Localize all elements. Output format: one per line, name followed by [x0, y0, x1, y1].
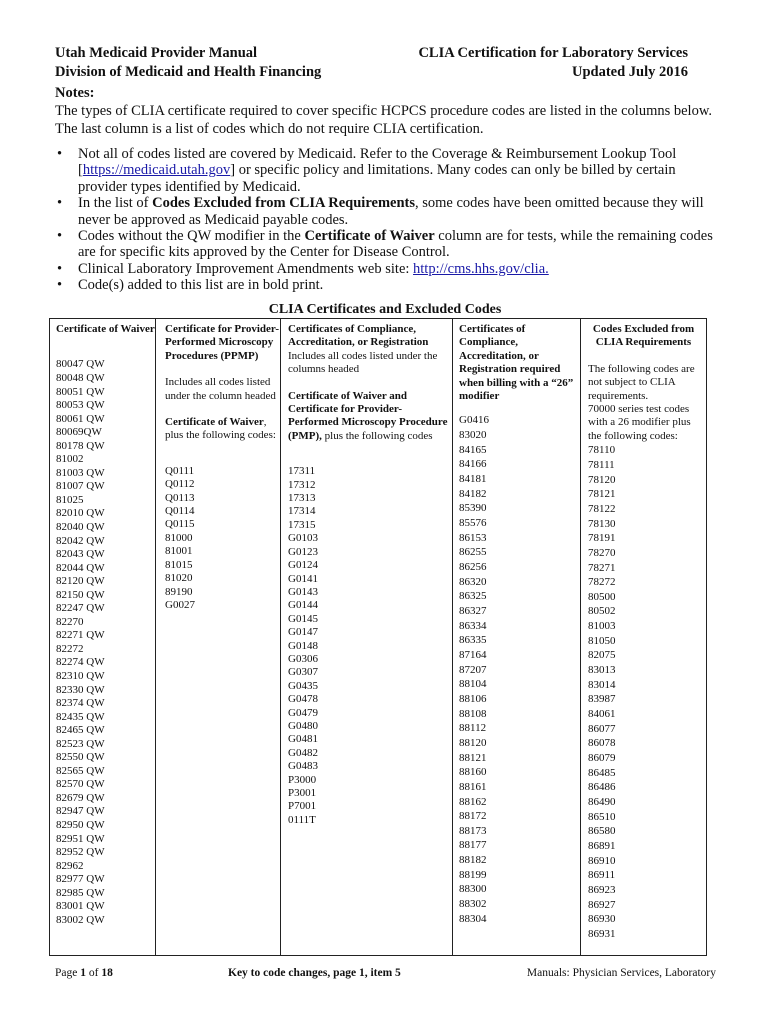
code-item: 86078 — [588, 737, 616, 750]
code-item: 83020 — [459, 429, 487, 442]
code-item: G0479 — [288, 706, 318, 719]
code-item: 86256 — [459, 561, 487, 573]
code-item: 78111 — [588, 458, 615, 471]
bullet-item: • In the list of Codes Excluded from CLIA Requirements, some codes have been omitted because they will never be approved as Medicaid payable codes. — [57, 195, 704, 228]
code-item: 88177 — [459, 839, 487, 852]
clia-codes-table — [49, 318, 707, 956]
code-item: 81002 — [56, 453, 84, 466]
code-item: G0103 — [288, 532, 318, 545]
code-item: 82523 QW — [56, 737, 105, 750]
code-item: 82952 QW — [56, 846, 105, 859]
code-item: 83002 QW — [56, 913, 105, 926]
notes-title: Notes: — [55, 85, 95, 101]
code-item: 86580 — [588, 825, 616, 838]
code-item: G0124 — [288, 559, 318, 572]
code-item: 87207 — [459, 663, 487, 676]
code-item: 84061 — [588, 708, 616, 721]
bullet-icon: • — [57, 260, 63, 277]
code-item: 80048 QW — [56, 371, 105, 384]
code-item: 82150 QW — [56, 588, 105, 601]
code-item: 86485 — [588, 766, 616, 779]
code-item: 17314 — [288, 505, 316, 518]
code-item: 88121 — [459, 751, 487, 764]
code-item: G0148 — [288, 639, 318, 652]
code-item: Q0115 — [165, 518, 195, 531]
column-note: 70000 series test codes with a 26 modifier plus the following codes: — [588, 403, 691, 442]
code-item: 82679 QW — [56, 791, 105, 804]
code-item: 82951 QW — [56, 832, 105, 845]
code-item: 86077 — [588, 722, 616, 735]
code-item: Q0112 — [165, 478, 195, 491]
code-item: 86335 — [459, 634, 487, 647]
code-item: P3000 — [288, 773, 317, 786]
code-item: G0416 — [459, 414, 489, 427]
code-item: G0435 — [288, 679, 318, 692]
code-item: 17315 — [288, 518, 316, 531]
notes-section — [55, 84, 720, 138]
code-item: 82330 QW — [56, 683, 105, 696]
page-number: Page 1 of 18 — [55, 967, 113, 979]
code-item: G0144 — [288, 599, 318, 612]
code-item: 88108 — [459, 707, 487, 720]
code-item: 80178 QW — [56, 439, 105, 452]
code-item: 86079 — [588, 752, 616, 765]
code-item: 82272 — [56, 642, 84, 655]
code-item: 84182 — [459, 487, 487, 500]
code-item: G0483 — [288, 760, 318, 773]
code-item: 82044 QW — [56, 561, 105, 574]
code-item: 86255 — [459, 546, 487, 559]
code-item: 78110 — [588, 444, 616, 457]
code-item: 83014 — [588, 678, 616, 691]
column-ppmp — [155, 319, 280, 955]
code-item: 78272 — [588, 576, 616, 589]
code-item: 86325 — [459, 590, 487, 603]
code-item: 88199 — [459, 868, 487, 881]
code-item: Q0113 — [165, 491, 195, 504]
bullet-item: • Codes without the QW modifier in the Certificate of Waiver column are for tests, while the remaining codes are for specific kits approved by the Center for Disease Control. — [57, 228, 713, 261]
code-item: 88160 — [459, 766, 487, 779]
column-note: Certificate of Waiver and Certificate for Provider-Performed Microscopy Procedure (PMP), plus the following codes — [288, 389, 448, 442]
code-item: 17313 — [288, 492, 316, 505]
code-item: G0482 — [288, 746, 318, 759]
code-item: 78122 — [588, 502, 616, 515]
code-item: 87164 — [459, 648, 487, 661]
code-item: G0027 — [165, 598, 195, 611]
code-item: 78120 — [588, 473, 616, 486]
code-item: G0478 — [288, 693, 318, 706]
code-item: 82565 QW — [56, 764, 105, 777]
code-item: 86490 — [588, 796, 616, 808]
code-item: G0147 — [288, 626, 318, 639]
code-item: 88161 — [459, 780, 487, 793]
code-item: 88182 — [459, 854, 487, 867]
code-item: 88104 — [459, 678, 487, 691]
code-list — [56, 358, 155, 927]
code-item: 88106 — [459, 692, 487, 705]
code-item: 88304 — [459, 912, 487, 925]
code-item: 80053 QW — [56, 399, 105, 412]
division-name: Division of Medicaid and Health Financing — [55, 64, 322, 80]
code-item: 80069QW — [56, 426, 102, 439]
code-item: 81025 — [56, 493, 84, 506]
code-item: 86891 — [588, 839, 616, 852]
column-header: Codes Excluded from CLIA Requirements — [592, 323, 695, 349]
table-title: CLIA Certificates and Excluded Codes — [268, 302, 502, 317]
code-item: G0143 — [288, 585, 318, 598]
code-item: 84165 — [459, 443, 487, 456]
bullet-icon: • — [57, 228, 63, 245]
code-item: 82247 QW — [56, 602, 105, 615]
code-item: Q0111 — [165, 464, 195, 477]
code-item: 86931 — [588, 927, 616, 940]
column-compliance — [280, 319, 452, 955]
code-item: 86927 — [588, 898, 616, 911]
code-item: 88162 — [459, 795, 487, 808]
bullet-icon: • — [57, 195, 63, 212]
code-item: 78121 — [588, 488, 616, 501]
column-compliance-26-modifier — [452, 319, 580, 955]
code-item: 82435 QW — [56, 710, 105, 723]
code-item: 82962 — [56, 859, 84, 872]
code-item: 0111T — [288, 813, 316, 826]
notes-intro: The types of CLIA certificate required to cover specific HCPCS procedure codes are listed in the columns below. The last column is a list of codes which do not require CLIA certification. — [55, 103, 712, 137]
code-item: 86510 — [588, 810, 616, 823]
code-item: 88120 — [459, 736, 487, 749]
code-item: 84181 — [459, 473, 487, 486]
code-item: 86911 — [588, 869, 616, 882]
code-item: G0145 — [288, 612, 318, 625]
header-right — [418, 44, 688, 82]
code-item: 81050 — [588, 634, 616, 647]
column-header: Certificates of Compliance, Accreditation, or Registration — [288, 323, 429, 349]
code-item: 86910 — [588, 854, 616, 867]
code-list — [288, 465, 452, 827]
code-item: 88300 — [459, 883, 487, 896]
code-changes-key: Key to code changes, page 1, item 5 — [228, 967, 401, 979]
code-item: 17311 — [288, 465, 316, 478]
code-item: 81001 — [165, 545, 193, 558]
code-item: 89190 — [165, 585, 193, 598]
code-item: P7001 — [288, 800, 317, 813]
code-item: 82947 QW — [56, 805, 105, 818]
code-item: 81000 — [165, 531, 193, 544]
bullet-item: • Not all of codes listed are covered by Medicaid. Refer to the Coverage & Reimbursement Lookup Tool [https://medicaid.utah.gov] or specific policy and limitations. Many codes can only be billed by certain provider types identified by Medicaid. — [57, 146, 677, 195]
code-item: 83013 — [588, 664, 616, 677]
code-item: 80051 QW — [56, 385, 105, 398]
code-item: 82465 QW — [56, 724, 105, 737]
code-item: G0306 — [288, 652, 318, 665]
code-item: 81020 — [165, 572, 193, 585]
code-item: 82977 QW — [56, 873, 105, 886]
code-item: 82010 QW — [56, 507, 105, 520]
column-header: Certificate for Provider-Performed Microscopy Procedures (PPMP) — [165, 323, 280, 362]
code-item: 86334 — [459, 619, 487, 632]
code-item: 86320 — [459, 575, 487, 588]
code-item: 82270 — [56, 615, 84, 628]
code-item: G0481 — [288, 733, 318, 746]
code-item: 78271 — [588, 561, 616, 574]
code-item: 86153 — [459, 531, 487, 544]
code-item: G0307 — [288, 666, 318, 679]
code-item: 17312 — [288, 478, 316, 491]
code-item: 81007 QW — [56, 480, 105, 493]
updated-date: Updated July 2016 — [571, 64, 688, 80]
code-item: 80500 — [588, 590, 616, 603]
bullet-icon: • — [57, 146, 63, 162]
clia-link[interactable]: http://cms.hhs.gov/clia. — [413, 260, 549, 277]
code-item: 82570 QW — [56, 778, 105, 791]
code-item: 78270 — [588, 546, 616, 559]
code-item: 83987 — [588, 693, 616, 706]
header-left — [55, 44, 321, 82]
code-item: 81003 — [588, 620, 616, 633]
code-item: 85390 — [459, 502, 487, 515]
code-list — [588, 443, 706, 941]
column-excluded-codes — [580, 319, 706, 955]
code-item: 84166 — [459, 458, 487, 471]
notes-bullets — [55, 146, 720, 294]
medicaid-link[interactable]: https://medicaid.utah.gov — [82, 162, 231, 179]
code-item: 82950 QW — [56, 819, 105, 831]
code-item: 82043 QW — [56, 548, 105, 561]
code-item: 81003 QW — [56, 466, 105, 479]
code-item: 81015 — [165, 558, 193, 571]
code-item: 85576 — [459, 517, 487, 530]
code-item: 86930 — [588, 913, 616, 926]
code-item: G0141 — [288, 572, 318, 585]
code-item: 86327 — [459, 604, 487, 617]
code-item: 82374 QW — [56, 697, 105, 710]
column-note: The following codes are not subject to CLIA requirements. — [588, 362, 695, 402]
code-item: G0480 — [288, 719, 318, 732]
bullet-item: • Code(s) added to this list are in bold print. — [57, 277, 324, 294]
column-note: Includes all codes listed under the column headed — [165, 376, 276, 402]
code-list — [165, 465, 280, 612]
section-title: CLIA Certification for Laboratory Services — [418, 45, 688, 61]
code-item: 78130 — [588, 517, 616, 530]
column-note: Certificate of Waiver, plus the following codes: — [165, 416, 276, 442]
manuals-label: Manuals: Physician Services, Laboratory — [526, 967, 716, 979]
manual-title: Utah Medicaid Provider Manual — [55, 45, 258, 61]
column-note: Includes all codes listed under the columns headed — [288, 349, 438, 376]
code-item: 78191 — [588, 532, 616, 545]
code-item: 82550 QW — [56, 751, 105, 764]
code-item: Q0114 — [165, 505, 195, 518]
code-list — [459, 413, 580, 926]
code-item: G0123 — [288, 545, 318, 558]
code-item: 80061 QW — [56, 412, 105, 425]
code-item: 82075 — [588, 649, 616, 662]
code-item: 82985 QW — [56, 886, 105, 899]
code-item: 88302 — [459, 898, 487, 911]
code-item: 88112 — [459, 722, 487, 735]
code-item: 82310 QW — [56, 669, 105, 682]
code-item: 86486 — [588, 781, 616, 794]
column-certificate-of-waiver — [50, 319, 155, 955]
column-header: Certificates of Compliance, Accreditation, or Registration required when billing with a “26” modifier — [459, 323, 574, 403]
code-item: 82271 QW — [56, 629, 105, 642]
code-item: 82040 QW — [56, 520, 105, 533]
column-header: Certificate of Waiver — [56, 323, 155, 335]
code-item: 83001 QW — [56, 900, 105, 913]
code-item: P3001 — [288, 787, 317, 799]
code-item: 88173 — [459, 824, 487, 837]
code-item: 88172 — [459, 810, 487, 823]
code-item: 80502 — [588, 605, 616, 618]
code-item: 82274 QW — [56, 656, 105, 669]
bullet-icon: • — [57, 277, 63, 294]
code-item: 80047 QW — [56, 358, 105, 371]
code-item: 86923 — [588, 883, 616, 896]
code-item: 82042 QW — [56, 534, 105, 547]
bullet-item: • Clinical Laboratory Improvement Amendments web site: http://cms.hhs.gov/clia. — [57, 260, 549, 277]
code-item: 82120 QW — [56, 575, 105, 588]
